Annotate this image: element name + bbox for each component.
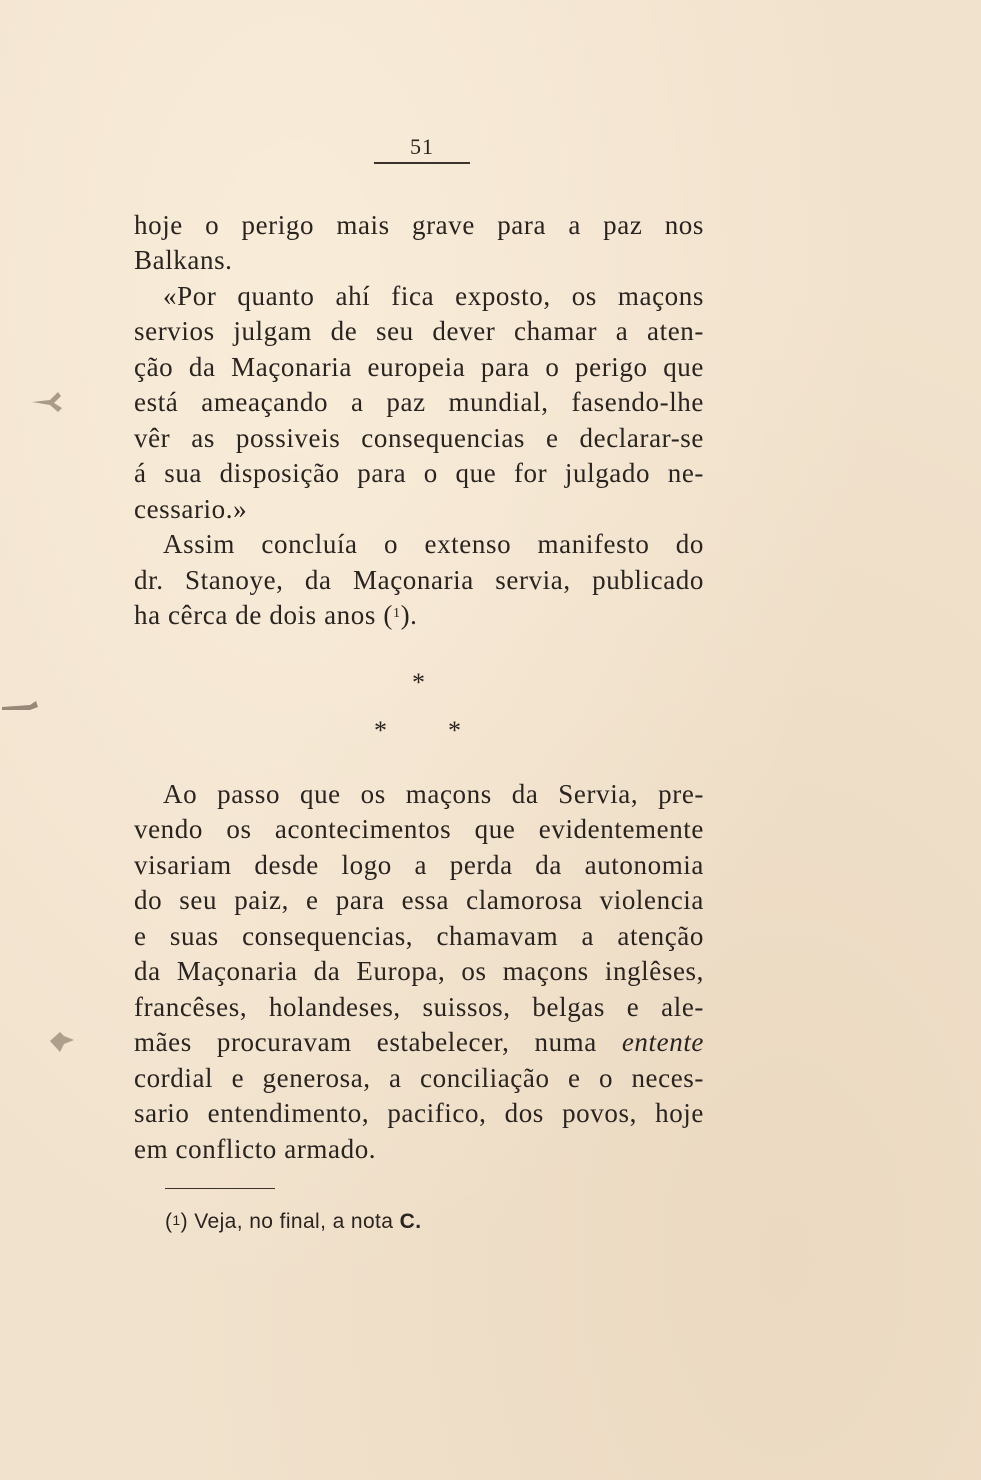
text-span: mães procuravam estabelecer, numa [134, 1027, 597, 1057]
pin-hole-mark-icon [44, 1026, 84, 1056]
text-span: ). [400, 600, 418, 630]
text-line: Assim concluía o extenso manifesto do [163, 529, 704, 559]
text-line: «Por quanto ahí fica exposto, os maçons [163, 281, 704, 311]
text-line: visariam desde logo a perda da autonomia [134, 850, 704, 880]
pin-hole-mark-icon [28, 386, 68, 416]
text-line: dr. Stanoye, da Maçonaria servia, publicado [134, 565, 704, 595]
text-line: Balkans. [134, 245, 233, 275]
text-line: cessario.» [134, 494, 248, 524]
text-line: está ameaçando a paz mundial, fasendo-lhe [134, 387, 704, 417]
text-line: ção da Maçonaria europeia para o perigo que [134, 352, 704, 382]
italic-word: entente [621, 1027, 704, 1057]
text-line: sario entendimento, pacifico, dos povos, hoje [134, 1098, 704, 1128]
text-line: servios julgam de seu dever chamar a aten- [134, 316, 704, 346]
text-line: cordial e generosa, a conciliação e o neces- [134, 1063, 704, 1093]
text-line: e suas consequencias, chamavam a atenção [134, 921, 704, 951]
footnote-reference[interactable]: ($^1$ [376, 600, 401, 630]
footnote-ref-number: 1 [392, 606, 401, 621]
asterism-top: * [412, 668, 425, 697]
footnote-rule [165, 1188, 275, 1189]
footnote-marker-open: ( [165, 1210, 173, 1233]
text-span: ha cêrca de dois anos [134, 600, 376, 630]
text-line: do seu paiz, e para essa clamorosa violencia [134, 885, 704, 915]
footnote-text: Veja, no final, a nota [194, 1210, 394, 1233]
text-line: vêr as possiveis consequencias e declarar-se [134, 423, 704, 453]
text-line: vendo os acontecimentos que evidentemente [134, 814, 704, 844]
text-line: da Maçonaria da Europa, os maçons inglêses, [134, 956, 704, 986]
text-line: hoje o perigo mais grave para a paz nos [134, 210, 704, 240]
text-line: francêses, holandeses, suissos, belgas e ale- [134, 992, 704, 1022]
footnote [165, 1208, 421, 1236]
asterism-right: * [448, 716, 461, 745]
header-rule [374, 162, 470, 164]
page-number: 51 [410, 134, 434, 159]
asterism-left: * [374, 716, 387, 745]
text-line: em conflicto armado. [134, 1134, 377, 1164]
footnote-note-letter: C. [399, 1210, 422, 1233]
pin-hole-mark-icon [0, 692, 40, 722]
footnote-marker-number: 1 [172, 1212, 181, 1228]
text-line: á sua disposição para o que for julgado ne- [134, 458, 704, 488]
footnote-marker-close: ) [180, 1210, 188, 1233]
text-line-with-footnote [134, 598, 704, 633]
text-line: Ao passo que os maçons da Servia, pre- [163, 779, 704, 809]
text-line-with-italic [134, 1025, 704, 1060]
